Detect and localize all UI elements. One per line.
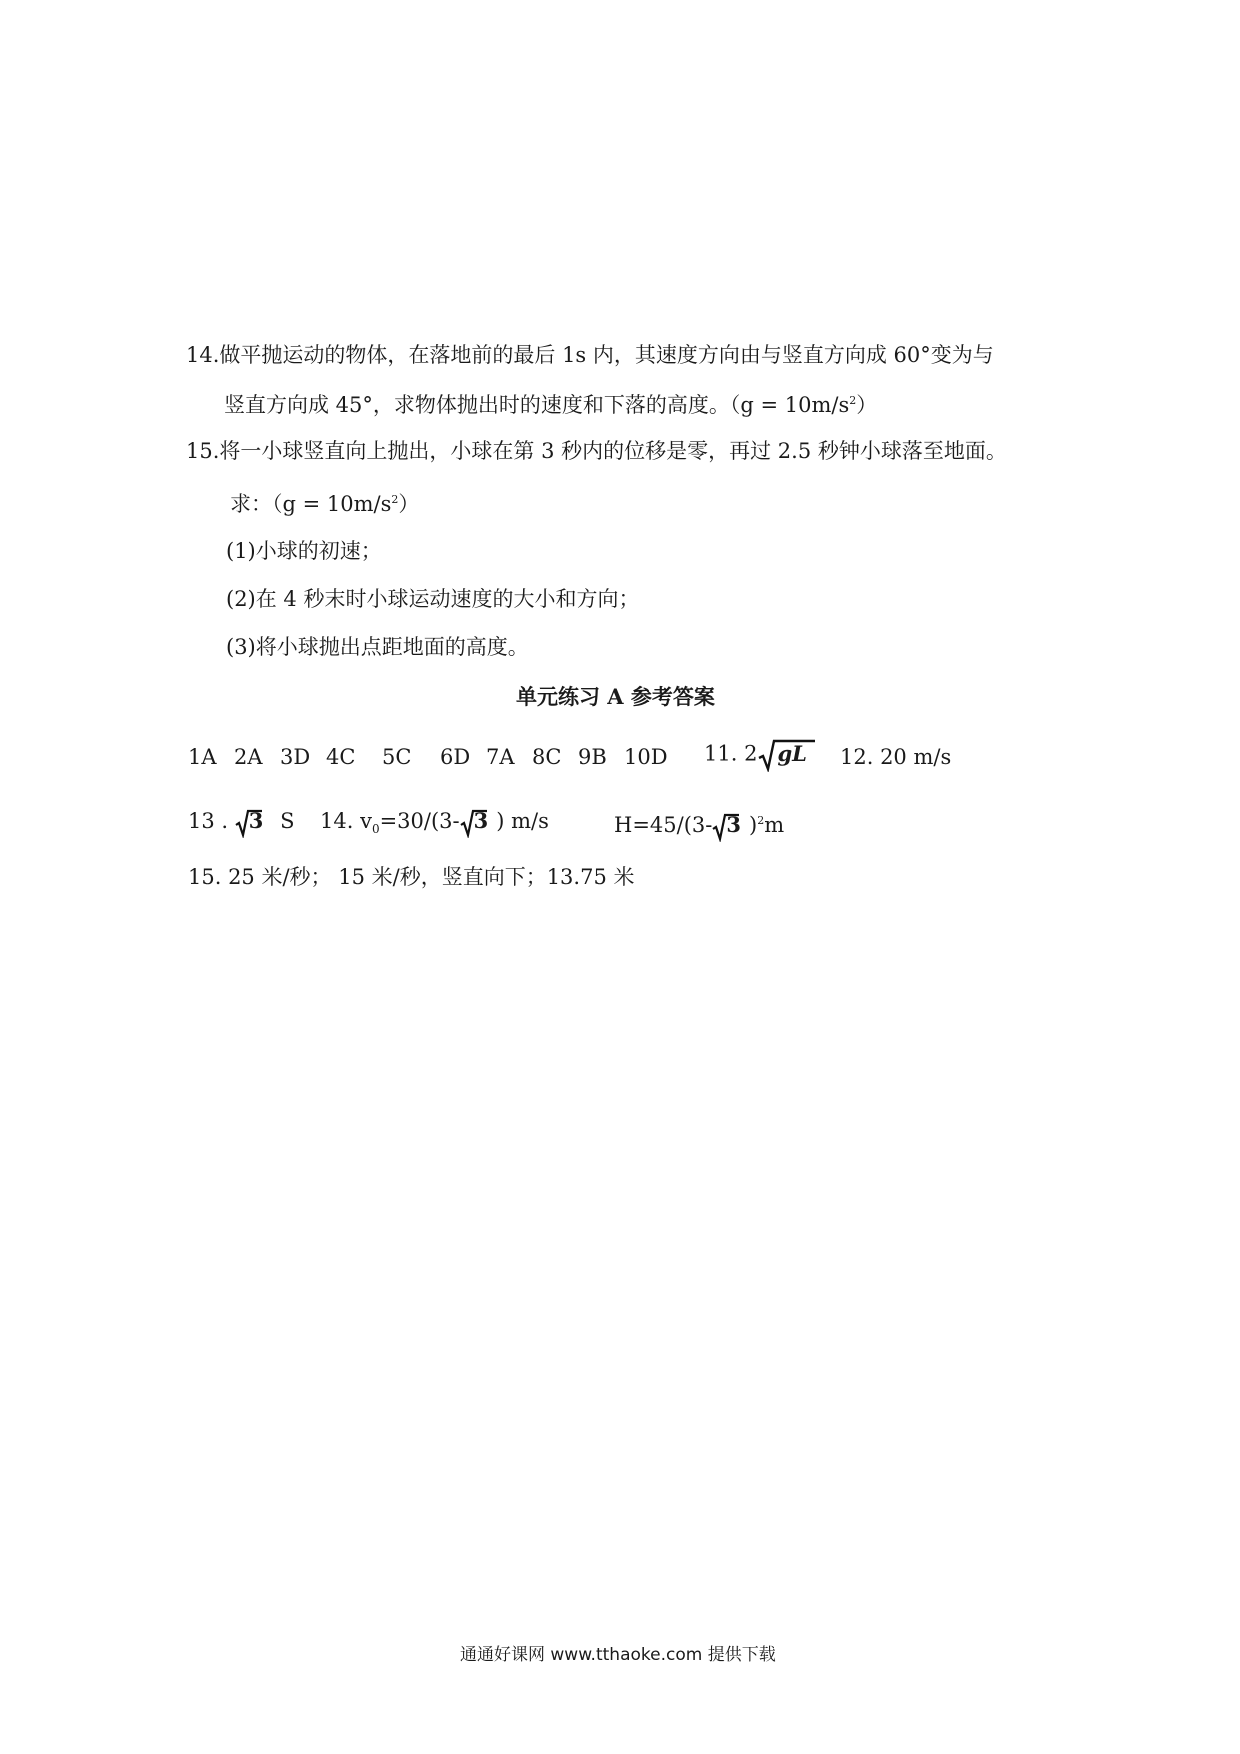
problem-15-text-2a: 求：（g = 10m/s bbox=[230, 492, 392, 516]
answer-11-label: 11. 2 bbox=[704, 741, 758, 766]
problem-14-text-2b: ） bbox=[856, 393, 878, 417]
problem-14-line-1 bbox=[186, 340, 994, 370]
answer-5: 5C bbox=[382, 745, 412, 769]
problem-15-q3-text: (3)将小球抛出点距地面的高度。 bbox=[226, 635, 529, 659]
problem-14-text-2a: 竖直方向成 45°，求物体抛出时的速度和下落的高度。（g = 10m/s bbox=[224, 393, 850, 417]
answers-row-3 bbox=[188, 862, 635, 892]
problem-14-exponent: 2 bbox=[849, 394, 857, 407]
problem-15-text-1: 15.将一小球竖直向上抛出，小球在第 3 秒内的位移是零，再过 2.5 秒钟小球落至地面。 bbox=[186, 439, 1007, 463]
problem-15-q1-text: (1)小球的初速； bbox=[226, 539, 382, 563]
answer-15: 15. 25 米/秒； 15 米/秒，竖直向下；13.75 米 bbox=[188, 865, 635, 889]
problem-15-text-2b: ） bbox=[398, 492, 420, 516]
answer-6: 6D bbox=[440, 745, 471, 769]
answer-11-radicand: gL bbox=[777, 740, 807, 766]
answer-14-v-label: 14. v bbox=[320, 809, 372, 833]
answer-13-label: 13 . bbox=[188, 809, 229, 833]
answer-14-v bbox=[320, 806, 549, 844]
answer-13-radicand: 3 bbox=[248, 808, 264, 833]
page-footer bbox=[460, 1640, 776, 1665]
problem-14-text-1: 14.做平抛运动的物体，在落地前的最后 1s 内，其速度方向由与竖直方向成 60°变为与 bbox=[186, 343, 994, 367]
answers-row-1 bbox=[188, 742, 1008, 782]
answer-2: 2A bbox=[234, 745, 263, 769]
answer-14-v-pre: =30/(3- bbox=[379, 809, 460, 833]
answer-14-h-exponent: 2 bbox=[757, 814, 765, 827]
answers-title-text: 单元练习 A 参考答案 bbox=[516, 684, 715, 709]
problem-15-line-2 bbox=[230, 485, 419, 519]
answer-3: 3D bbox=[280, 745, 311, 769]
answer-14-h-pre: H=45/(3- bbox=[614, 813, 713, 837]
answer-8: 8C bbox=[532, 745, 562, 769]
answer-4: 4C bbox=[326, 745, 356, 769]
answers-title bbox=[516, 682, 715, 712]
answer-14-v-post: ) m/s bbox=[496, 809, 549, 833]
footer-text: 通通好课网 www.tthaoke.com 提供下载 bbox=[460, 1645, 776, 1665]
problem-15-q2-text: (2)在 4 秒末时小球运动速度的大小和方向； bbox=[226, 587, 640, 611]
answers-row-2 bbox=[188, 808, 888, 848]
answer-14-h-unit: m bbox=[764, 813, 785, 837]
answer-14-v-subscript: 0 bbox=[371, 822, 380, 837]
answer-11 bbox=[704, 738, 847, 772]
answer-12: 12. 20 m/s bbox=[840, 745, 952, 769]
problem-15-question-2 bbox=[226, 584, 639, 614]
answer-1: 1A bbox=[188, 745, 217, 769]
answer-14-v-radicand: 3 bbox=[473, 808, 489, 833]
answer-14-h-post: ) bbox=[748, 813, 758, 837]
problem-15-line-1 bbox=[186, 436, 1007, 466]
answer-9: 9B bbox=[578, 745, 607, 769]
answer-10: 10D bbox=[624, 745, 668, 769]
problem-15-question-3 bbox=[226, 632, 529, 662]
problem-14-line-2 bbox=[224, 386, 877, 420]
answer-14-h-radicand: 3 bbox=[726, 812, 741, 837]
answer-13-unit: S bbox=[280, 809, 295, 833]
problem-15-exponent: 2 bbox=[391, 493, 399, 506]
answer-13 bbox=[188, 806, 294, 838]
answer-14-h bbox=[614, 806, 784, 842]
problem-15-question-1 bbox=[226, 536, 382, 566]
answer-7: 7A bbox=[486, 745, 515, 769]
